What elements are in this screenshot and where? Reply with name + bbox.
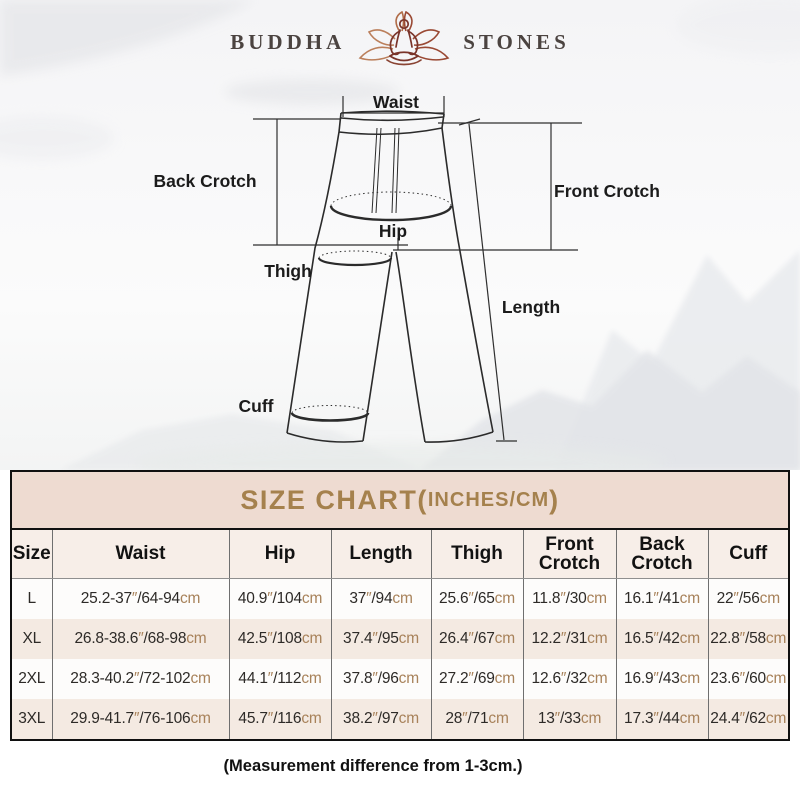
brand-word-left: BUDDHA — [230, 29, 346, 54]
cell-length: 37.8″/96cm — [331, 659, 431, 699]
table-row-XL — [12, 619, 788, 659]
cell-front-crotch: 12.2″/31cm — [523, 619, 616, 659]
table-row-3XL — [12, 699, 788, 739]
col-header-front-crotch: Front Crotch — [523, 530, 616, 579]
size-chart-title-units: INCHES/CM — [427, 488, 550, 511]
brand-word-right: STONES — [463, 29, 570, 54]
size-chart-title-close: ) — [549, 484, 560, 515]
cell-size: 2XL — [18, 670, 46, 687]
cell-waist: 25.2-37″/64-94cm — [52, 579, 229, 620]
size-chart-title — [12, 472, 788, 530]
table-header-row — [12, 530, 788, 579]
cell-length: 37.4″/95cm — [331, 619, 431, 659]
cell-waist: 26.8-38.6″/68-98cm — [52, 619, 229, 659]
size-chart — [10, 470, 790, 741]
measurement-tolerance-note: (Measurement difference from 1-3cm.) — [223, 757, 523, 775]
cell-size: 3XL — [18, 710, 46, 727]
size-chart-title-main: SIZE CHART( — [240, 484, 428, 515]
diagram-label-thigh: Thigh — [264, 261, 312, 281]
col-header-cuff: Cuff — [708, 530, 788, 579]
col-header-hip: Hip — [229, 530, 331, 579]
brand-logo — [0, 10, 800, 74]
col-header-size: Size — [12, 530, 52, 579]
table-row-L — [12, 579, 788, 620]
cell-thigh: 27.2″/69cm — [431, 659, 523, 699]
cell-back-crotch: 16.9″/43cm — [616, 659, 708, 699]
pants-measurement-diagram — [0, 80, 800, 470]
col-header-thigh: Thigh — [431, 530, 523, 579]
table-row-2XL — [12, 659, 788, 699]
cell-back-crotch: 16.1″/41cm — [616, 579, 708, 620]
col-header-waist: Waist — [52, 530, 229, 579]
cell-cuff: 22″/56cm — [708, 579, 788, 620]
diagram-label-waist: Waist — [372, 92, 420, 112]
lotus-meditation-icon — [358, 11, 450, 73]
cell-thigh: 25.6″/65cm — [431, 579, 523, 620]
cell-waist: 28.3-40.2″/72-102cm — [52, 659, 229, 699]
cell-back-crotch: 16.5″/42cm — [616, 619, 708, 659]
cell-hip: 44.1″/112cm — [229, 659, 331, 699]
diagram-label-cuff: Cuff — [238, 396, 274, 416]
pants-outline — [287, 111, 493, 442]
cell-front-crotch: 12.6″/32cm — [523, 659, 616, 699]
col-header-back-crotch: Back Crotch — [616, 530, 708, 579]
cell-thigh: 26.4″/67cm — [431, 619, 523, 659]
size-chart-table — [12, 530, 788, 739]
diagram-label-back-crotch: Back Crotch — [153, 171, 257, 191]
cell-front-crotch: 13″/33cm — [523, 699, 616, 739]
cell-hip: 40.9″/104cm — [229, 579, 331, 620]
diagram-label-hip: Hip — [378, 221, 408, 241]
cell-hip: 42.5″/108cm — [229, 619, 331, 659]
cell-length: 37″/94cm — [331, 579, 431, 620]
cell-size: XL — [22, 630, 42, 647]
cell-size: L — [27, 590, 36, 607]
cell-hip: 45.7″/116cm — [229, 699, 331, 739]
diagram-label-length: Length — [501, 297, 561, 317]
cell-front-crotch: 11.8″/30cm — [523, 579, 616, 620]
cell-waist: 29.9-41.7″/76-106cm — [52, 699, 229, 739]
cell-cuff: 23.6″/60cm — [708, 659, 788, 699]
cell-cuff: 24.4″/62cm — [708, 699, 788, 739]
cell-back-crotch: 17.3″/44cm — [616, 699, 708, 739]
cell-thigh: 28″/71cm — [431, 699, 523, 739]
diagram-label-front-crotch: Front Crotch — [554, 181, 660, 201]
cell-length: 38.2″/97cm — [331, 699, 431, 739]
cell-cuff: 22.8″/58cm — [708, 619, 788, 659]
col-header-length: Length — [331, 530, 431, 579]
